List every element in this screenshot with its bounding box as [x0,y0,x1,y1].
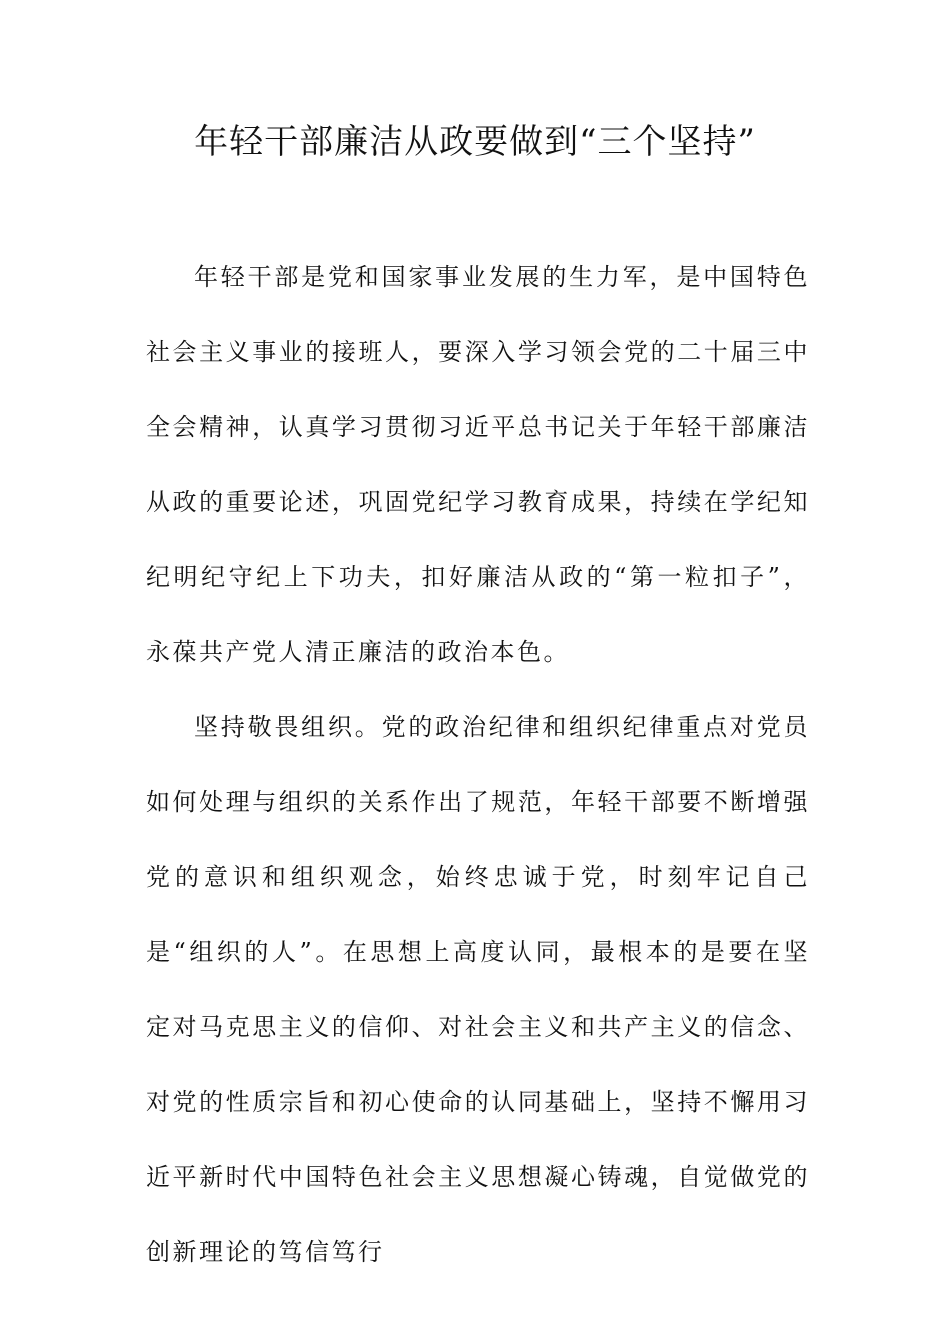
document-title: 年轻干部廉洁从政要做到“三个坚持” [194,122,756,162]
paragraph-intro: 年轻干部是党和国家事业发展的生力军，是中国特色社会主义事业的接班人，要深入学习领会党的二十届三中全会精神，认真学习贯彻习近平总书记关于年轻干部廉洁从政的重要论述，巩固党纪学习教育成果，持续在学纪知纪明纪守纪上下功夫，扣好廉洁从政的“第一粒扣子”，永葆共产党人清正廉洁的政治本色。 [146,263,810,666]
paragraph-respect-organization: 坚持敬畏组织。党的政治纪律和组织纪律重点对党员如何处理与组织的关系作出了规范，年轻干部要不断增强党的意识和组织观念，始终忠诚于党，时刻牢记自己是“组织的人”。在思想上高度认同，最根本的是要在坚定对马克思主义的信仰、对社会主义和共产主义的信念、对党的性质宗旨和初心使命的认同基础上，坚持不懈用习近平新时代中国特色社会主义思想凝心铸魂，自觉做党的创新理论的笃信笃行 [146,713,810,1266]
document-body [146,240,810,1290]
